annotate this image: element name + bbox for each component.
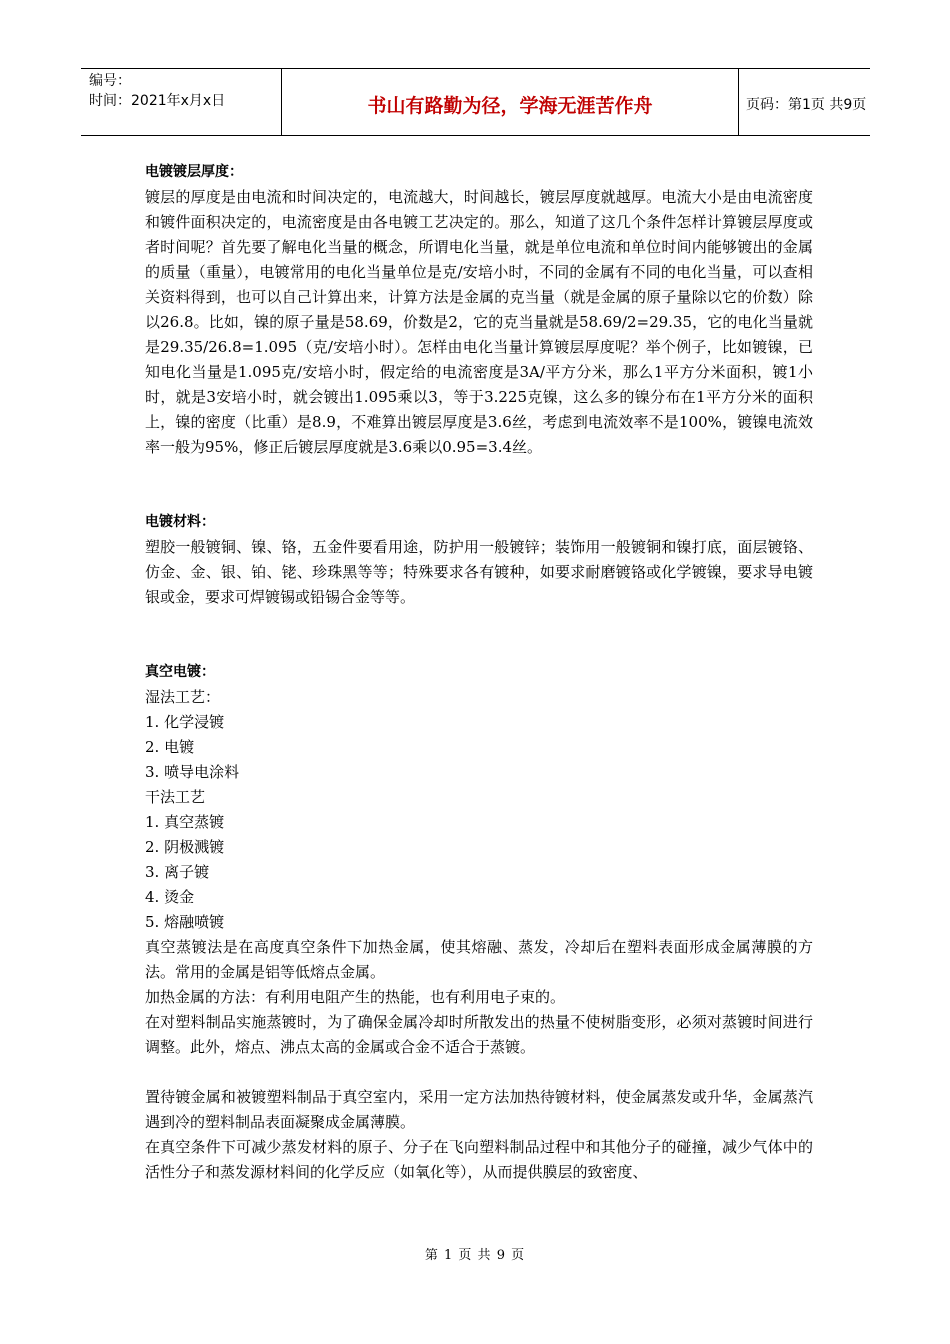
- list-item: 4. 烫金: [145, 888, 195, 906]
- list-item: 2. 电镀: [145, 738, 195, 756]
- page-header: [81, 68, 870, 136]
- header-motto: 书山有路勤为径，学海无涯苦作舟: [367, 94, 653, 117]
- paragraph: 真空蒸镀法是在高度真空条件下加热金属，使其熔融、蒸发，冷却后在塑料表面形成金属薄膜的方法。常用的金属是铝等低熔点金属。: [145, 938, 813, 981]
- list-item: 1. 真空蒸镀: [145, 813, 225, 831]
- section-vacuum-plating: [145, 660, 813, 1185]
- list-item: 3. 离子镀: [145, 863, 210, 881]
- section-title: 真空电镀：: [145, 664, 215, 680]
- header-page-code: 页码：第1页 共9页: [746, 97, 867, 113]
- doc-number-label: 编号：: [89, 73, 131, 89]
- list-item: 2. 阴极溅镀: [145, 838, 225, 856]
- section-title: 电镀材料：: [145, 514, 215, 530]
- paragraph: 在真空条件下可减少蒸发材料的原子、分子在飞向塑料制品过程中和其他分子的碰撞，减少气体中的活性分子和蒸发源材料间的化学反应（如氧化等），从而提供膜层的致密度、: [145, 1138, 813, 1181]
- list-item: 5. 熔融喷镀: [145, 913, 225, 931]
- list-item: 1. 化学浸镀: [145, 713, 225, 731]
- section-plating-materials: [145, 510, 813, 610]
- paragraph: 塑胶一般镀铜、镍、铬，五金件要看用途，防护用一般镀锌；装饰用一般镀铜和镍打底，面层镀铬、仿金、金、银、铂、铑、珍珠黑等等；特殊要求各有镀种，如要求耐磨镀铬或化学镀镍，要求导电镀银或金，要求可焊镀锡或铅锡合金等等。: [145, 538, 813, 606]
- list-item: 干法工艺: [145, 788, 206, 806]
- list-item: 湿法工艺：: [145, 688, 221, 706]
- header-motto-cell: [281, 69, 739, 135]
- header-meta: [81, 69, 281, 135]
- doc-time-label: 时间：2021年x月x日: [89, 93, 226, 109]
- section-title: 电镀镀层厚度：: [145, 164, 243, 180]
- paragraph: 加热金属的方法：有利用电阻产生的热能，也有利用电子束的。: [145, 988, 566, 1006]
- section-plating-thickness: [145, 160, 813, 460]
- paragraph: 在对塑料制品实施蒸镀时，为了确保金属冷却时所散发出的热量不使树脂变形，必须对蒸镀时间进行调整。此外，熔点、沸点太高的金属或合金不适合于蒸镀。: [145, 1013, 813, 1056]
- page-footer: 第 1 页 共 9 页: [424, 1248, 526, 1263]
- document-body: [145, 160, 813, 1185]
- list-item: 3. 喷导电涂料: [145, 763, 240, 781]
- paragraph: 镀层的厚度是由电流和时间决定的，电流越大，时间越长，镀层厚度就越厚。电流大小是由电流密度和镀件面积决定的，电流密度是由各电镀工艺决定的。那么，知道了这几个条件怎样计算镀层厚度或者时间呢？首先要了解电化当量的概念，所谓电化当量，就是单位电流和单位时间内能够镀出的金属的质量（重量），电镀常用的电化当量单位是克/安培小时，不同的金属有不同的电化当量，可以查相关资料得到，也可以自己计算出来，计算方法是金属的克当量（就是金属的原子量除以它的价数）除以26.8。比如，镍的原子量是58.69，价数是2，它的克当量就是58.69/2=29.35，它的电化当量就是29.35/26.8=1.095（克/安培小时）。怎样由电化当量计算镀层厚度呢？举个例子，比如镀镍，已知电化当量是1.095克/安培小时，假定给的电流密度是3A/平方分米，那么1平方分米面积，镀1小时，就是3安培小时，就会镀出1.095乘以3，等于3.225克镍，这么多的镍分布在1平方分米的面积上，镍的密度（比重）是8.9，不难算出镀层厚度是3.6丝，考虑到电流效率不是100%，镀镍电流效率一般为95%，修正后镀层厚度就是3.6乘以0.95=3.4丝。: [145, 188, 813, 456]
- paragraph: 置待镀金属和被镀塑料制品于真空室内，采用一定方法加热待镀材料，使金属蒸发或升华，金属蒸汽遇到冷的塑料制品表面凝聚成金属薄膜。: [145, 1088, 813, 1131]
